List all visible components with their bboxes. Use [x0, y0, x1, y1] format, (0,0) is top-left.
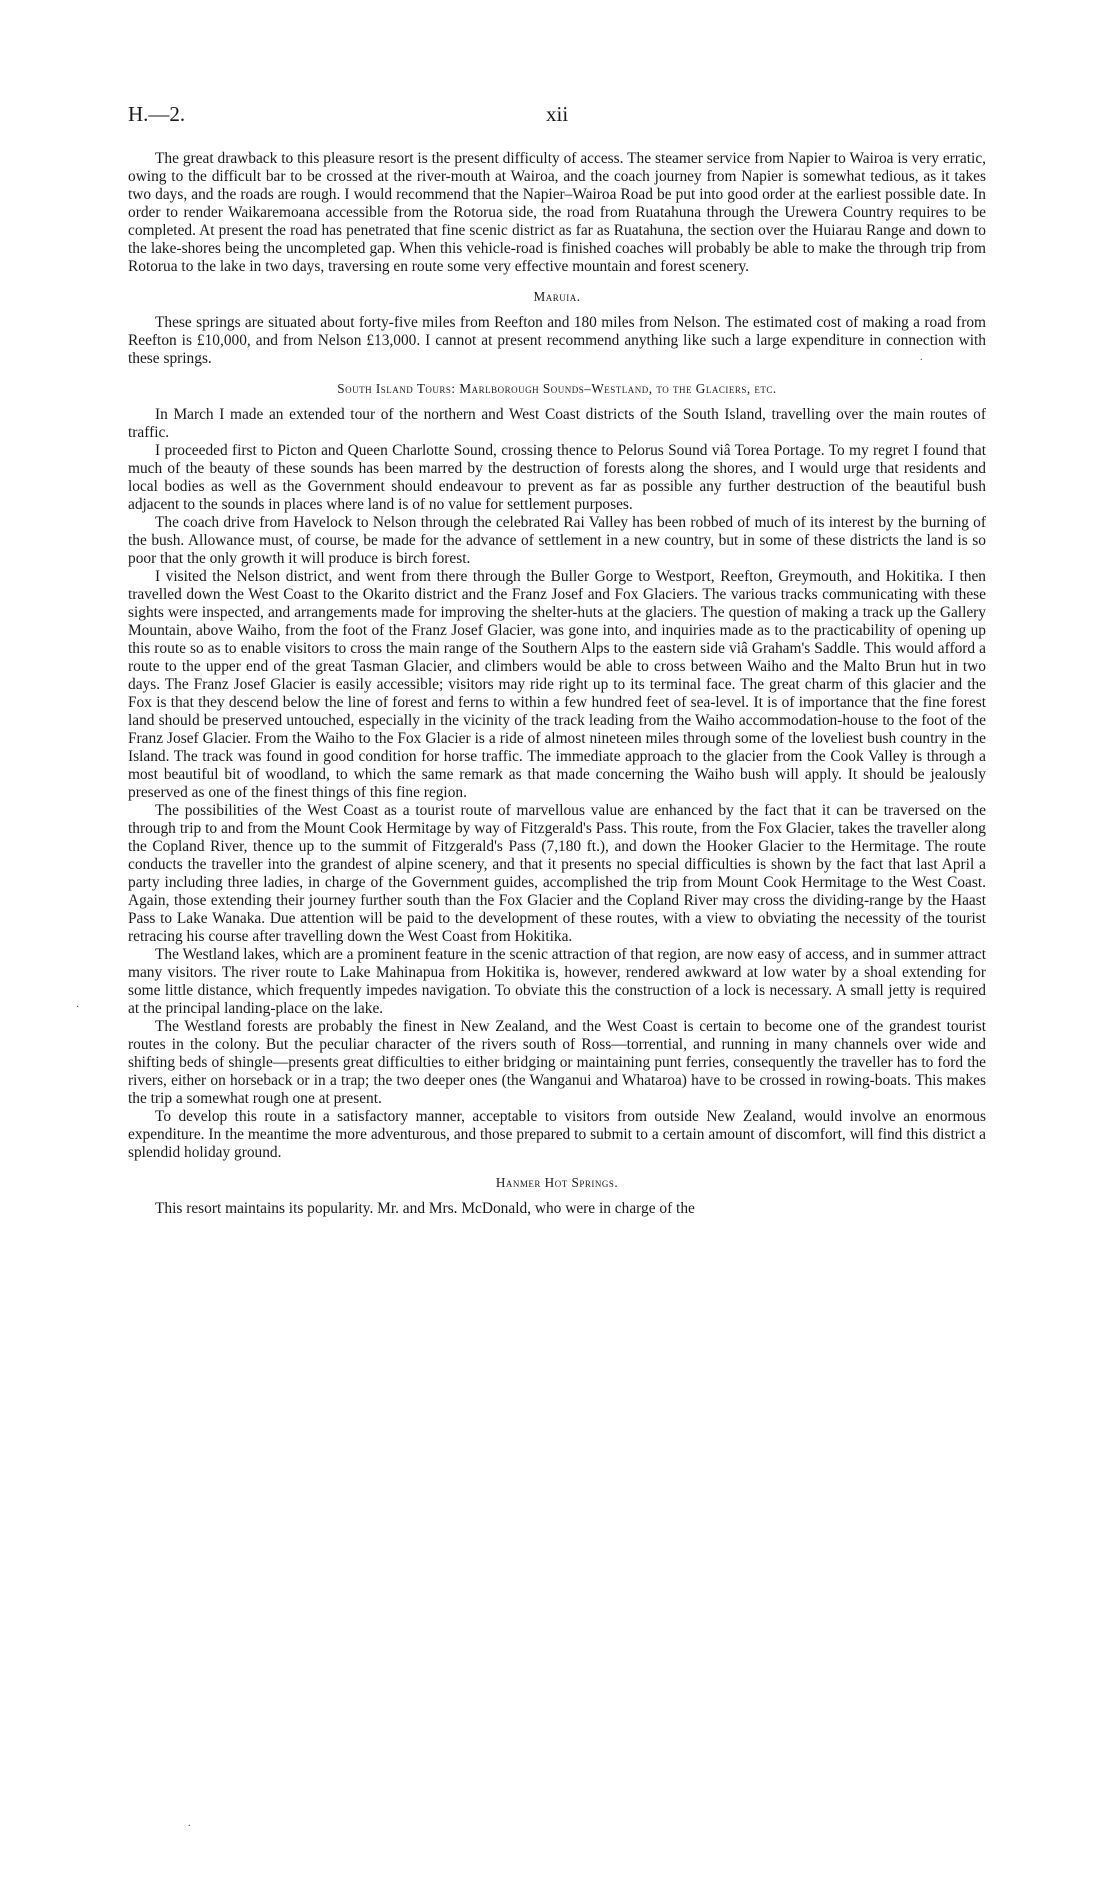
- section-heading-south-island-tours: South Island Tours: Marlborough Sounds–Westland, to the Glaciers, etc.: [337, 381, 777, 396]
- paragraph: In March I made an extended tour of the northern and West Coast districts of the South Island, travelling over the main routes of traffic.: [128, 406, 986, 441]
- paragraph: I visited the Nelson district, and went from there through the Buller Gorge to Westport, Reefton, Greymouth, and Hokitika. I then travelled down the West Coast to the Okarito district and the Franz Josef and Fox Glaciers. The various tracks communicating with these sights were inspected, and arrangements made for improving the shelter-huts at the glaciers. The question of making a track up the Gallery Mountain, above Waiho, from the foot of the Franz Josef Glacier, was gone into, and inquiries made as to the practicability of opening up this route so as to enable visitors to cross the main range of the Southern Alps to the eastern side viâ Graham's Saddle. This would afford a route to the upper end of the great Tasman Glacier, and climbers would be able to cross between Waiho and the Malto Brun hut in two days. The Franz Josef Glacier is easily accessible; visitors may ride right up to its terminal face. The great charm of this glacier and the Fox is that they descend below the line of forest and ferns to within a few hundred feet of sea-level. It is of importance that the fine forest land should be preserved untouched, especially in the vicinity of the track leading from the Waiho accommodation-house to the foot of the Franz Josef Glacier. From the Waiho to the Fox Glacier is a ride of almost nineteen miles through some of the loveliest bush country in the Island. The track was found in good condition for horse traffic. The immediate approach to the glacier from the Cook Valley is through a most beautiful bit of woodland, to which the same remark as that made concerning the Waiho bush will apply. It should be jealously preserved as one of the finest things of this fine region.: [128, 568, 986, 801]
- page-number: xii: [546, 102, 569, 126]
- scan-speck: ·: [76, 1002, 80, 1013]
- paragraph: The coach drive from Havelock to Nelson through the celebrated Rai Valley has been robbed of much of its interest by the burning of the bush. Allowance must, of course, be made for the advance of settlement in a new country, but in some of these districts the land is so poor that the only growth it will produce is birch forest.: [128, 514, 986, 567]
- scan-speck: .: [920, 352, 923, 363]
- paragraph: The great drawback to this pleasure resort is the present difficulty of access. The steamer service from Napier to Wairoa is very erratic, owing to the difficult bar to be crossed at the river-mouth at Wairoa, and the coach journey from Napier is somewhat tedious, as it takes two days, and the roads are rough. I would recommend that the Napier–Wairoa Road be put into good order at the earliest possible date. In order to render Waikaremoana accessible from the Rotorua side, the road from Ruatahuna through the Urewera Country requires to be completed. At present the road has penetrated that fine scenic district as far as Ruatahuna, the section over the Huiarau Range and down to the lake-shores being the uncompleted gap. When this vehicle-road is finished coaches will probably be able to make the through trip from Rotorua to the lake in two days, traversing en route some very effective mountain and forest scenery.: [128, 150, 986, 275]
- paragraph: I proceeded first to Picton and Queen Charlotte Sound, crossing thence to Pelorus Sound viâ Torea Portage. To my regret I found that much of the beauty of these sounds has been marred by the destruction of forests along the shores, and I would urge that residents and local bodies as well as the Government should endeavour to prevent as far as possible any further destruction of the beautiful bush adjacent to the sounds in places where land is of no value for settlement purposes.: [128, 442, 986, 513]
- document-body: [128, 150, 986, 1218]
- paragraph: To develop this route in a satisfactory manner, acceptable to visitors from outside New Zealand, would involve an enormous expenditure. In the meantime the more adventurous, and those prepared to submit to a certain amount of discomfort, will find this district a splendid holiday ground.: [128, 1108, 986, 1161]
- section-heading-maruia: Maruia.: [533, 289, 581, 304]
- paragraph: The Westland forests are probably the finest in New Zealand, and the West Coast is certain to become one of the grandest tourist routes in the colony. But the peculiar character of the rivers south of Ross—torrential, and running in many channels over wide and shifting beds of shingle—presents great difficulties to either bridging or maintaining punt ferries, consequently the traveller has to ford the rivers, either on horseback or in a trap; the two deeper ones (the Wanganui and Whataroa) have to be crossed in rowing-boats. This makes the trip a somewhat rough one at present.: [128, 1018, 986, 1107]
- section-heading-hanmer-hot-springs: Hanmer Hot Springs.: [495, 1175, 619, 1190]
- paragraph: The Westland lakes, which are a prominent feature in the scenic attraction of that region, are now easy of access, and in summer attract many visitors. The river route to Lake Mahinapua from Hokitika is, however, rendered awkward at low water by a shoal extending for some little distance, which frequently impedes navigation. To obviate this the construction of a lock is necessary. A small jetty is required at the principal landing-place on the lake.: [128, 946, 986, 1017]
- paragraph: These springs are situated about forty-five miles from Reefton and 180 miles from Nelson. The estimated cost of making a road from Reefton is £10,000, and from Nelson £13,000. I cannot at present recommend anything like such a large expenditure in connection with these springs.: [128, 314, 986, 367]
- paragraph: The possibilities of the West Coast as a tourist route of marvellous value are enhanced by the fact that it can be traversed on the through trip to and from the Mount Cook Hermitage by way of Fitzgerald's Pass. This route, from the Fox Glacier, takes the traveller along the Copland River, thence up to the summit of Fitzgerald's Pass (7,180 ft.), and down the Hooker Glacier to the Hermitage. The route conducts the traveller into the grandest of alpine scenery, and that it presents no special difficulties is shown by the fact that last April a party including three ladies, in charge of the Government guides, accomplished the trip from Mount Cook Hermitage to the West Coast. Again, those extending their journey further south than the Fox Glacier and the Copland River may cross the dividing-range by the Haast Pass to Lake Wanaka. Due attention will be paid to the development of these routes, with a view to obviating the necessity of the tourist retracing his course after travelling down the West Coast from Hokitika.: [128, 802, 986, 945]
- scan-speck: .: [188, 1818, 191, 1829]
- paragraph: This resort maintains its popularity. Mr. and Mrs. McDonald, who were in charge of the: [155, 1200, 695, 1217]
- page-reference: H.—2.: [128, 102, 186, 126]
